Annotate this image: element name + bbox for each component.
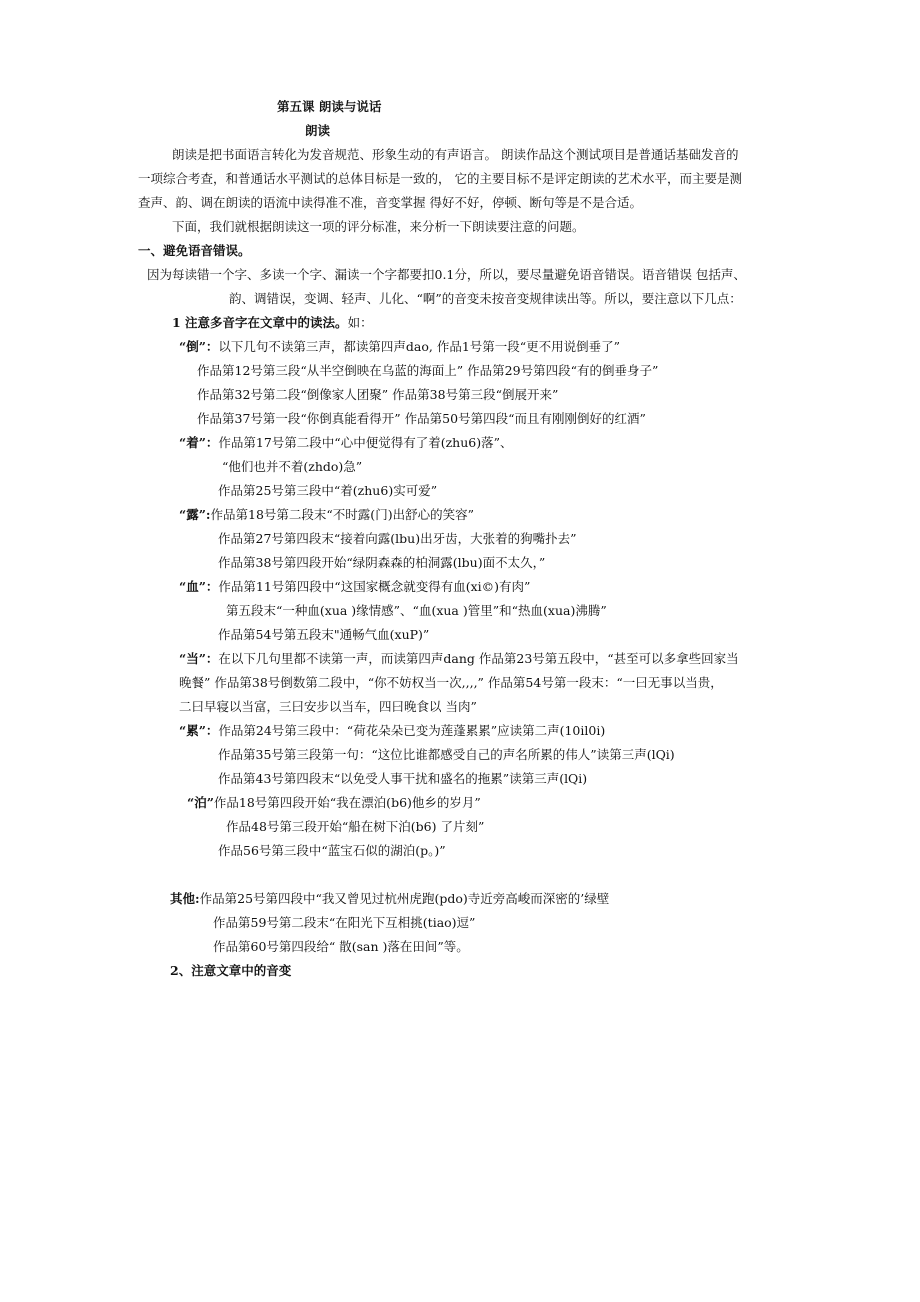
page-subtitle: 朗读 [305,123,331,138]
entry-line: 作品第25号第三段中“着(zhu6)实可爱” [218,483,438,498]
entry-text: 作品第24号第三段中：“荷花朵朵已变为莲蓬累累”应读第二声(10il0i) [218,723,606,738]
entry-dang [179,651,739,667]
entry-separator: ： [205,339,219,354]
entry-text: 作品第18号第二段末“不时露(门)出舒心的笑容” [210,507,474,522]
entry-other [170,891,609,907]
entry-line: “他们也并不着(zhdo)急” [222,459,363,474]
entry-line: 作品48号第三段开始“船在树下泊(b6) 了片刻” [226,819,485,834]
entry-dao [179,339,620,355]
entry-zhe [179,435,513,451]
entry-lu [179,507,474,523]
entry-term: “累” [179,723,206,738]
entry-line: 第五段末“一种血(xua )缘情感”、“血(xua )管里”和“热血(xua)沸腾” [226,603,607,618]
entry-text: 作品第17号第二段中“心中便觉得有了着(zhu6)落”、 [218,435,513,450]
entry-term: 其他 [170,891,196,906]
subsection-suffix: 如： [347,315,373,330]
intro-line: 朗读是把书面语言转化为发音规范、形象生动的有声语言。 朗读作品这个测试项目是普通话基础发音的 [172,147,739,162]
entry-separator: : [205,507,211,522]
entry-term: “当” [179,651,206,666]
entry-term: “血” [179,579,206,594]
entry-line: 作品第32号第二段“倒像家人团聚” 作品第38号第三段“倒展开来” [197,387,559,402]
section-paragraph-line: 因为每读错一个字、多读一个字、漏读一个字都要扣0.1分，所以，要尽量避免语音错误。语音错误 包括声、 [147,267,746,282]
entry-line: 晚餐” 作品第38号倒数第二段中，“你不妨权当一次,,,,” 作品第54号第一段末：“一曰无事以当贵， [179,675,723,690]
entry-line: 作品第35号第三段第一句：“这位比谁都感受自己的声名所累的伟人”读第三声(lQi) [218,747,675,762]
subsection-heading-2: 2、注意文章中的音变 [170,963,292,978]
entry-line: 作品第54号第五段末"通畅气血(xuP)” [218,627,430,642]
intro-line: 一项综合考查，和普通话水平测试的总体目标是一致的， 它的主要目标不是评定朗读的艺术水平，而主要是测 [138,171,742,186]
entry-term: “着” [179,435,206,450]
entry-xue [179,579,530,595]
page-title: 第五课 朗读与说话 [277,99,382,114]
section-heading: 一、避免语音错误。 [138,243,251,258]
entry-line: 作品第27号第四段末“接着向露(lbu)出牙齿，大张着的狗嘴扑去” [218,531,577,546]
entry-text: 在以下几句里都不读第一声，而读第四声dang 作品第23号第五段中，“甚至可以多拿些回家当 [218,651,739,666]
entry-line: 作品第37号第一段“你倒真能看得开” 作品第50号第四段“而且有刚刚倒好的红酒” [197,411,646,426]
entry-term: “倒” [179,339,206,354]
entry-text: 作品第25号第四段中“我又曾见过杭州虎跑(pdo)寺近旁高峻而深密的’绿壁 [199,891,610,906]
entry-lei [179,723,605,739]
intro-line: 下面，我们就根据朗读这一项的评分标准，来分析一下朗读要注意的问题。 [172,219,585,234]
entry-text: 以下几句不读第三声，都读第四声dao, 作品1号第一段“更不用说倒垂了” [218,339,621,354]
intro-line: 查声、韵、调在朗读的语流中读得准不准，音变掌握 得好不好，停顿、断句等是不是合适。 [138,195,642,210]
entry-separator: ： [205,651,219,666]
entry-line: 二曰早寝以当富，三曰安步以当车，四曰晚食以 当肉” [179,699,477,714]
subsection-title: 1 注意多音字在文章中的读法。 [172,315,348,330]
entry-separator: ： [205,435,219,450]
entry-line: 作品第59号第二段末“在阳光下互相挑(tiao)逗” [213,915,476,930]
entry-line: 作品第60号第四段给“ 散(san )落在田间”等。 [213,939,469,954]
entry-separator: ： [205,579,219,594]
entry-separator: ： [205,723,219,738]
entry-line: 作品第12号第三段“从半空倒映在乌蓝的海面上” 作品第29号第四段“有的倒垂身子” [197,363,659,378]
entry-line: 作品56号第三段中“蓝宝石似的湖泊(p。)” [218,843,446,858]
entry-text: 作品18号第四段开始“我在漂泊(b6)他乡的岁月” [213,795,481,810]
entry-term: “泊” [187,795,214,810]
subsection-heading [172,315,373,331]
entry-line: 作品第38号第四段开始“绿阴森森的柏洞露(lbu)面不太久，” [218,555,546,570]
entry-bo [187,795,481,811]
section-paragraph-line: 韵、调错误，变调、轻声、儿化、“啊”的音变未按音变规律读出等。所以，要注意以下几点： [229,291,742,306]
entry-line: 作品第43号第四段末“以免受人事干扰和盛名的拖累”读第三声(lQi) [218,771,588,786]
entry-text: 作品第11号第四段中“这国家概念就变得有血(xi©)有肉” [218,579,531,594]
entry-separator: : [195,891,200,906]
entry-term: “露” [179,507,206,522]
